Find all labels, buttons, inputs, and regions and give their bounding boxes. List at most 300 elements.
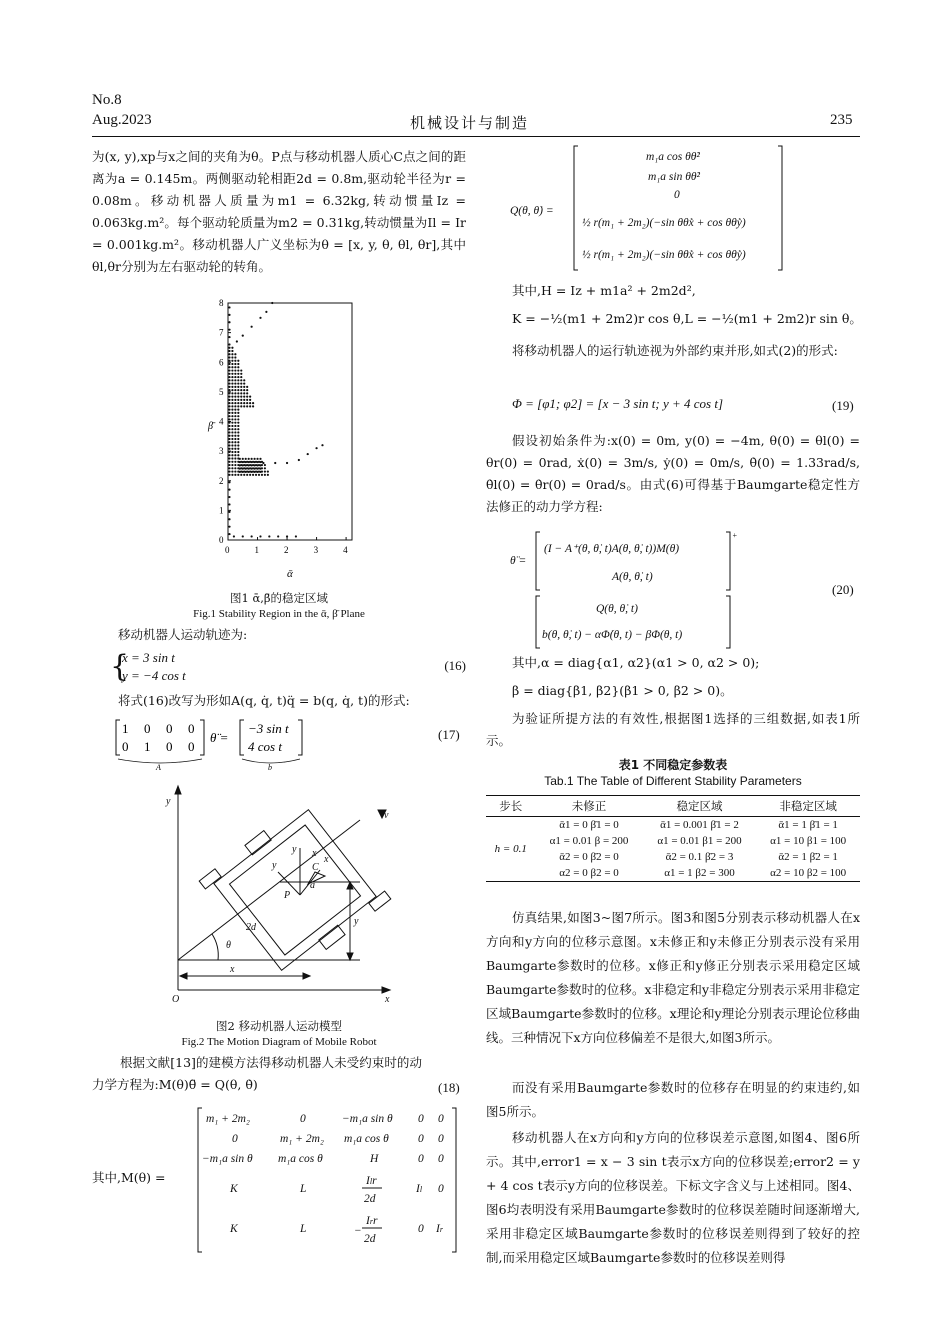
table-cell: ᾱ2 = 0.1 β̄2 = 3 xyxy=(665,851,734,863)
fig1-point xyxy=(240,392,242,394)
fig1-point xyxy=(246,399,248,401)
results-text: 仿真结果,如图3~图7所示。图3和图5分别表示移动机器人在x方向和y方向的位移示意图。x未修正和y未修正分别表示没有采用Baumgarte参数时的位移。x修正和y修正分别表示采用稳定区域Baumgarte参数时的位移。x非稳定和y非稳定分别表示采用非稳定区域Baumgarte参数时的位移。x理论和y理论分别表示理论位移曲线。三种情况下x方向位移偏差不是很大,如图3所示。 xyxy=(486,910,860,1045)
fig1-point xyxy=(228,306,230,308)
initial-conditions xyxy=(486,430,860,518)
fig1-point xyxy=(243,382,245,384)
fig1-point xyxy=(262,462,264,464)
traj-intro xyxy=(118,624,466,646)
fig1-frame xyxy=(228,303,352,540)
fig1-point xyxy=(237,428,239,430)
svg-text:0: 0 xyxy=(418,1153,424,1165)
svg-text:1: 1 xyxy=(144,739,151,754)
fig1-ytick-label: 7 xyxy=(219,327,224,338)
fig1-point xyxy=(259,468,261,470)
right-wheel xyxy=(319,925,345,949)
fig1-point xyxy=(249,399,251,401)
fig1-point xyxy=(228,399,230,401)
fig1-point xyxy=(237,399,239,401)
svg-text:0: 0 xyxy=(438,1133,444,1145)
fig1-point xyxy=(234,425,236,427)
fig1-point xyxy=(234,467,236,469)
fig1-point xyxy=(228,356,230,358)
fig1-point xyxy=(237,444,239,446)
fig1-point xyxy=(240,396,242,398)
fig1-point xyxy=(252,405,254,407)
figure-1-chart xyxy=(190,295,370,585)
fig1-point xyxy=(237,448,239,450)
fig2-label-C: C xyxy=(312,862,319,873)
fig1-point xyxy=(231,467,233,469)
fig1-point xyxy=(246,389,248,391)
fig1-point xyxy=(246,402,248,404)
fig1-point xyxy=(248,468,250,470)
svg-text:m₁a cos θθ̇²: m₁a cos θθ̇² xyxy=(646,151,700,163)
table-cell: ᾱ1 = 0 β̄1 = 0 xyxy=(559,819,619,831)
constraint-intro xyxy=(486,340,860,362)
fig1-point xyxy=(237,438,239,440)
fig2-label-P: P xyxy=(284,890,291,901)
fig1-point xyxy=(237,360,239,362)
table-step-cell: h = 0.1 xyxy=(486,817,536,882)
fig1-point xyxy=(231,474,233,476)
svg-text:−m₁a sin θ: −m₁a sin θ xyxy=(342,1113,393,1125)
fig1-point xyxy=(234,360,236,362)
fig1-point xyxy=(243,399,245,401)
fig1-point xyxy=(239,468,241,470)
fig1-point xyxy=(228,360,230,362)
eq16-brace: { xyxy=(110,649,130,684)
fig1-point xyxy=(228,347,230,349)
fig1-point xyxy=(252,474,254,476)
fig1-point xyxy=(237,386,239,388)
eq18-number: (18) xyxy=(438,1080,460,1095)
fig1-point xyxy=(231,422,233,424)
fig1-point xyxy=(234,454,236,456)
fig1-point xyxy=(237,369,239,371)
svg-text:A(θ, θ̇, t): A(θ, θ̇, t) xyxy=(612,571,653,583)
svg-text:θ̈ =: θ̈ = xyxy=(210,730,229,745)
table-title: 表1 不同稳定参数表 xyxy=(618,758,728,772)
fig1-point xyxy=(245,468,247,470)
beta-def-text: β = diag{β1, β2}(β1 > 0, β2 > 0)。 xyxy=(512,683,733,698)
fig1-point xyxy=(286,535,288,537)
fig1-point xyxy=(228,329,230,331)
eq16-number: (16) xyxy=(444,658,466,673)
fig1-dots xyxy=(228,302,323,538)
fig1-point xyxy=(234,448,236,450)
fig1-point xyxy=(243,474,245,476)
fig1-point xyxy=(239,461,241,463)
fig1-point xyxy=(243,386,245,388)
fig1-point xyxy=(234,438,236,440)
fig1-point xyxy=(231,428,233,430)
fig1-point xyxy=(234,379,236,381)
fig2-label-xc: x xyxy=(324,854,329,865)
fig1-point xyxy=(234,376,236,378)
fig1-point xyxy=(234,431,236,433)
svg-text:0: 0 xyxy=(166,721,173,736)
fig1-point xyxy=(228,353,230,355)
header-rule xyxy=(92,136,860,137)
fig1-point xyxy=(298,459,300,461)
table-head-unstable: 非稳定区域 xyxy=(756,796,860,817)
fig1-point xyxy=(259,464,261,466)
fig1-point xyxy=(228,496,230,498)
fig1-point xyxy=(253,461,255,463)
fig1-point xyxy=(240,376,242,378)
fig1-point xyxy=(228,405,230,407)
alpha-def xyxy=(512,652,862,674)
table-cell: α2 = 0 β2 = 0 xyxy=(536,865,643,882)
fig2-label-v: v xyxy=(384,810,389,821)
right-KL xyxy=(512,308,862,330)
fig1-point xyxy=(258,474,260,476)
fig2-label-yp: y xyxy=(292,844,297,855)
svg-text:L: L xyxy=(300,1183,307,1195)
fig1-point xyxy=(234,422,236,424)
fig1-point xyxy=(228,474,230,476)
svg-text:1: 1 xyxy=(122,721,129,736)
fig1-point xyxy=(259,317,261,319)
fig1-point xyxy=(231,402,233,404)
fig1-point xyxy=(242,468,244,470)
fig1-point xyxy=(228,425,230,427)
table-cell: ᾱ1 = 0.001 β̄1 = 2 xyxy=(660,819,739,831)
paragraph-params: 为(x, y),xp与x之间的夹角为θ。P点与移动机器人质心C点之间的距离为a = 0.145m。两侧驱动轮相距2d = 0.8m,驱动轮半径为r = 0.08m。移动机器人质量为m1 = 6.32kg,转动惯量Iz = 0.063kg.m²。每个驱动轮质量为m2 = 0.31kg,转动惯量为Il = Ir = 0.001kg.m²。移动机器人广义坐标为θ = [x, y, θ, θl, θr],其中θl,θr分别为左右驱动轮的转角。 xyxy=(92,149,466,274)
constraint-text: 将移动机器人的运行轨迹视为外部约束并形,如式(2)的形式: xyxy=(512,343,838,358)
fig1-point xyxy=(228,526,230,528)
fig1-point xyxy=(234,382,236,384)
svg-text:½ r(m₁ + 2m₂)(−sin θθ̇ẋ + cos: ½ r(m₁ + 2m₂)(−sin θθ̇ẋ + cos θθ̇ẏ) xyxy=(582,217,746,229)
svg-text:H: H xyxy=(370,1153,379,1165)
fig1-point xyxy=(237,405,239,407)
fig1-point xyxy=(234,409,236,411)
fig1-point xyxy=(259,535,261,537)
fig2-label-y: y xyxy=(166,796,171,807)
fig1-point xyxy=(231,438,233,440)
fig1-point xyxy=(231,382,233,384)
fig2-label-2d: 2d xyxy=(246,922,256,933)
svg-text:Il: Il xyxy=(416,1183,423,1195)
fig1-point xyxy=(240,373,242,375)
fig1-ylabel: β̄ xyxy=(208,421,213,432)
svg-text:m₁ + 2m₂: m₁ + 2m₂ xyxy=(206,1113,250,1125)
fig1-point xyxy=(237,454,239,456)
fig1-point xyxy=(251,535,253,537)
fig1-point xyxy=(259,461,261,463)
traj-text: 移动机器人运动轨迹为: xyxy=(118,627,248,642)
table-cell: α1 = 10 β1 = 100 xyxy=(770,835,847,847)
fig1-point xyxy=(239,471,241,473)
fig1-point xyxy=(228,336,230,338)
figure-2-diagram xyxy=(160,780,400,1005)
fig1-point xyxy=(231,376,233,378)
svg-text:0: 0 xyxy=(418,1223,424,1235)
fig1-point xyxy=(231,441,233,443)
fig1-ytick-label: 8 xyxy=(219,298,224,308)
fig1-point xyxy=(237,373,239,375)
table-head-step: 步长 xyxy=(486,796,536,817)
fig1-point xyxy=(231,356,233,358)
fig1-point xyxy=(228,389,230,391)
fig1-point xyxy=(249,474,251,476)
fig1-point xyxy=(240,389,242,391)
fig1-point xyxy=(264,467,266,469)
svg-text:Ir: Ir xyxy=(436,1223,443,1235)
initial-conditions-text: 假设初始条件为:x(0) = 0m, y(0) = −4m, θ(0) = θl(0) = θr(0) = 0rad, ẋ(0) = 3m/s, ẏ(0) = 0m/s, θ̇(0) = 1.33rad/s, θ̇l(0) = θ̇r(0) = 0rad/s。由式(6)可得基于Baumgarte稳定性方法修正的动力学方程: xyxy=(486,433,860,514)
fig1-point xyxy=(231,461,233,463)
fig1-point xyxy=(234,363,236,365)
fig1-point xyxy=(240,402,242,404)
svg-text:0: 0 xyxy=(166,739,173,754)
table-cell: α1 = 1 β2 = 300 xyxy=(643,865,757,882)
fig1-point xyxy=(253,471,255,473)
left-wheel xyxy=(245,831,271,855)
fig1-point xyxy=(231,435,233,437)
svg-text:+: + xyxy=(732,531,738,540)
eq16-line2: y = −4 cos t xyxy=(122,668,186,683)
fig1-point xyxy=(255,474,257,476)
stability-table xyxy=(486,795,860,882)
fig1-point xyxy=(237,431,239,433)
fig1-point xyxy=(228,321,230,323)
table-cell: α2 = 10 β2 = 100 xyxy=(756,865,860,882)
fig1-ytick-label: 2 xyxy=(219,475,224,486)
fig2-caption: 图2 移动机器人运动模型 xyxy=(216,1019,342,1033)
violation-text: 而没有采用Baumgarte参数时的位移存在明显的约束违约,如图5所示。 xyxy=(486,1080,860,1119)
svg-text:0: 0 xyxy=(438,1153,444,1165)
fig1-point xyxy=(228,448,230,450)
svg-text:0: 0 xyxy=(438,1113,444,1125)
H-def: 其中,H = Iz + m1a² + 2m2d², xyxy=(512,283,696,298)
fig1-point xyxy=(237,376,239,378)
fig1-point xyxy=(239,464,241,466)
fig1-point xyxy=(228,366,230,368)
svg-text:−: − xyxy=(354,1225,362,1237)
fig1-point xyxy=(234,353,236,355)
fig1-point xyxy=(234,402,236,404)
fig1-point xyxy=(286,462,288,464)
table-cell: α1 = 0.01 β = 200 xyxy=(549,835,629,847)
fig1-point xyxy=(234,405,236,407)
fig1-point xyxy=(237,363,239,365)
fig1-point xyxy=(237,418,239,420)
fig1-point xyxy=(234,441,236,443)
fig1-point xyxy=(231,392,233,394)
fig1-point xyxy=(251,458,253,460)
fig1-point xyxy=(248,464,250,466)
fig1-point xyxy=(245,458,247,460)
fig1-point xyxy=(228,369,230,371)
fig1-point xyxy=(228,518,230,520)
fig1-point xyxy=(274,462,276,464)
fig1-point xyxy=(228,373,230,375)
fig1-point xyxy=(234,399,236,401)
fig1-point xyxy=(228,422,230,424)
fig1-point xyxy=(248,471,250,473)
fig1-point xyxy=(228,438,230,440)
fig1-point xyxy=(234,435,236,437)
fig1-point xyxy=(256,471,258,473)
fig1-point xyxy=(231,457,233,459)
fig1-point xyxy=(231,373,233,375)
fig1-point xyxy=(267,474,269,476)
fig1-point xyxy=(249,396,251,398)
fig1-point xyxy=(228,363,230,365)
fig1-point xyxy=(242,464,244,466)
svg-text:b: b xyxy=(268,763,272,771)
fig1-point xyxy=(315,447,317,449)
fig1-point xyxy=(234,396,236,398)
table-cell: ᾱ2 = 1 β̄2 = 1 xyxy=(778,851,838,863)
svg-text:A: A xyxy=(156,763,161,771)
fig1-point xyxy=(240,382,242,384)
fig1-point xyxy=(228,503,230,505)
fig1-point xyxy=(239,458,241,460)
fig1-point xyxy=(228,441,230,443)
fig1-point xyxy=(228,431,230,433)
fig1-xtick-label: 4 xyxy=(343,545,348,555)
svg-text:K: K xyxy=(230,1183,238,1195)
svg-text:−3 sin t: −3 sin t xyxy=(248,721,289,736)
fig1-ytick-label: 5 xyxy=(219,386,224,397)
fig1-point xyxy=(240,369,242,371)
svg-text:b(θ, θ̇, t) − αΦ̇(θ, t) − βΦ(θ: b(θ, θ̇, t) − αΦ̇(θ, t) − βΦ(θ, t) xyxy=(542,629,683,641)
svg-text:m₁ + 2m₂: m₁ + 2m₂ xyxy=(280,1133,324,1145)
fig1-point xyxy=(251,464,253,466)
fig1-point xyxy=(256,461,258,463)
fig1-point xyxy=(242,458,244,460)
m-matrix-label: 其中,M(θ) = xyxy=(92,1170,166,1185)
KL-def: K = −½(m1 + 2m2)r cos θ,L = −½(m1 + 2m2)r sin θ。 xyxy=(512,311,862,326)
svg-text:m₁a sin θθ̇²: m₁a sin θθ̇² xyxy=(648,171,700,183)
fig2-label-a: a xyxy=(310,880,315,891)
svg-text:(I − A⁺(θ, θ̇, t)A(θ, θ̇, t))M: (I − A⁺(θ, θ̇, t)A(θ, θ̇, t))M(θ) xyxy=(544,543,680,555)
svg-text:0: 0 xyxy=(418,1113,424,1125)
fig1-point xyxy=(237,441,239,443)
results-paragraph xyxy=(486,906,860,1050)
fig1-point xyxy=(246,396,248,398)
fig1-point xyxy=(268,535,270,537)
svg-text:0: 0 xyxy=(122,739,129,754)
dynamics-text: 根据文献[13]的建模方法得移动机器人未受约束时的动力学方程为:M(θ)θ̈ = Q(θ, θ̇) xyxy=(92,1055,422,1092)
fig1-ytick-label: 6 xyxy=(219,357,224,368)
fig1-xtick-label: 2 xyxy=(284,545,289,555)
fig1-point xyxy=(242,471,244,473)
fig1-point xyxy=(228,489,230,491)
fig1-point xyxy=(256,458,258,460)
error-text: 移动机器人在x方向和y方向的位移误差示意图,如图4、图6所示。其中,error1 = x − 3 sin t表示x方向的位移误差;error2 = y + 4 cos t表示y方向的位移误差。下标文字含义与上述相同。图4、图6均表明没有采用Baumgarte参数时的位移误差随时间逐渐增大,采用非稳定区域Baumgarte参数时的位移误差则得到了较好的控制,而采用稳定区域Baumgarte参数时的位移误差则得 xyxy=(486,1130,860,1265)
fig1-point xyxy=(228,382,230,384)
fig1-point xyxy=(231,360,233,362)
svg-text:Q(θ, θ̇, t): Q(θ, θ̇, t) xyxy=(596,603,638,615)
fig1-point xyxy=(231,464,233,466)
journal-title: 机械设计与制造 xyxy=(410,116,530,132)
fig1-point xyxy=(237,425,239,427)
fig1-point xyxy=(237,422,239,424)
fig2-label-xp: x xyxy=(312,848,317,859)
fig1-point xyxy=(251,326,253,328)
fig1-point xyxy=(246,474,248,476)
fig1-point xyxy=(231,389,233,391)
fig1-point xyxy=(234,428,236,430)
fig1-point xyxy=(264,470,266,472)
fig1-point xyxy=(240,399,242,401)
fig1-point xyxy=(248,458,250,460)
fig1-point xyxy=(231,431,233,433)
fig1-point xyxy=(237,435,239,437)
fig1-point xyxy=(234,474,236,476)
svg-text:2d: 2d xyxy=(364,1233,376,1245)
fig1-point xyxy=(231,470,233,472)
fig1-point xyxy=(234,369,236,371)
fig1-caption-en: Fig.1 Stability Region in the ᾱ, β̄ Plane xyxy=(193,608,365,620)
fig1-point xyxy=(228,392,230,394)
svg-text:−m₁a sin θ: −m₁a sin θ xyxy=(202,1153,253,1165)
fig1-point xyxy=(237,379,239,381)
fig1-xtick-label: 1 xyxy=(254,545,260,555)
fig1-point xyxy=(231,399,233,401)
fig1-point xyxy=(228,396,230,398)
dynamics-intro xyxy=(92,1052,466,1096)
fig1-ytick-label: 1 xyxy=(219,505,224,516)
fig1-point xyxy=(228,412,230,414)
fig1-point xyxy=(259,458,261,460)
fig2-label-ydim: y xyxy=(354,916,359,927)
fig1-point xyxy=(231,363,233,365)
fig1-point xyxy=(234,444,236,446)
fig1-point xyxy=(277,535,279,537)
fig1-point xyxy=(249,402,251,404)
fig1-point xyxy=(234,464,236,466)
fig1-caption: 图1 ᾱ,β̄的稳定区域 xyxy=(229,591,329,605)
fig1-point xyxy=(228,386,230,388)
fig1-point xyxy=(240,379,242,381)
fig1-point xyxy=(231,396,233,398)
validation-text: 为验证所提方法的有效性,根据图1选择的三组数据,如表1所示。 xyxy=(486,711,860,748)
page-number: 235 xyxy=(830,112,853,128)
table-cell: ᾱ1 = 1 β̄1 = 1 xyxy=(778,819,838,831)
fig1-point xyxy=(256,468,258,470)
fig2-label-x: x xyxy=(385,994,390,1005)
violation-paragraph xyxy=(486,1076,860,1124)
fig1-point xyxy=(228,451,230,453)
fig1-point xyxy=(234,386,236,388)
svg-text:0: 0 xyxy=(418,1133,424,1145)
fig1-ytick-label: 4 xyxy=(219,416,224,427)
fig1-point xyxy=(246,405,248,407)
right-where-H xyxy=(512,280,862,302)
fig1-point xyxy=(231,405,233,407)
fig1-point xyxy=(251,468,253,470)
fig1-xlabel: ᾱ xyxy=(287,568,293,580)
fig1-point xyxy=(242,461,244,463)
fig1-point xyxy=(253,468,255,470)
issue-date: Aug.2023 xyxy=(92,112,152,128)
fig1-point xyxy=(243,402,245,404)
fig1-point xyxy=(243,392,245,394)
fig1-point xyxy=(228,533,230,535)
fig2-label-O: O xyxy=(172,994,180,1005)
fig1-point xyxy=(307,453,309,455)
equation-17 xyxy=(100,715,470,771)
fig1-point xyxy=(240,474,242,476)
fig1-point xyxy=(234,457,236,459)
fig1-point xyxy=(242,334,244,336)
svg-text:Irr: Irr xyxy=(366,1215,378,1227)
fig2-label-yc: y xyxy=(272,860,277,871)
beta-def xyxy=(512,680,862,702)
